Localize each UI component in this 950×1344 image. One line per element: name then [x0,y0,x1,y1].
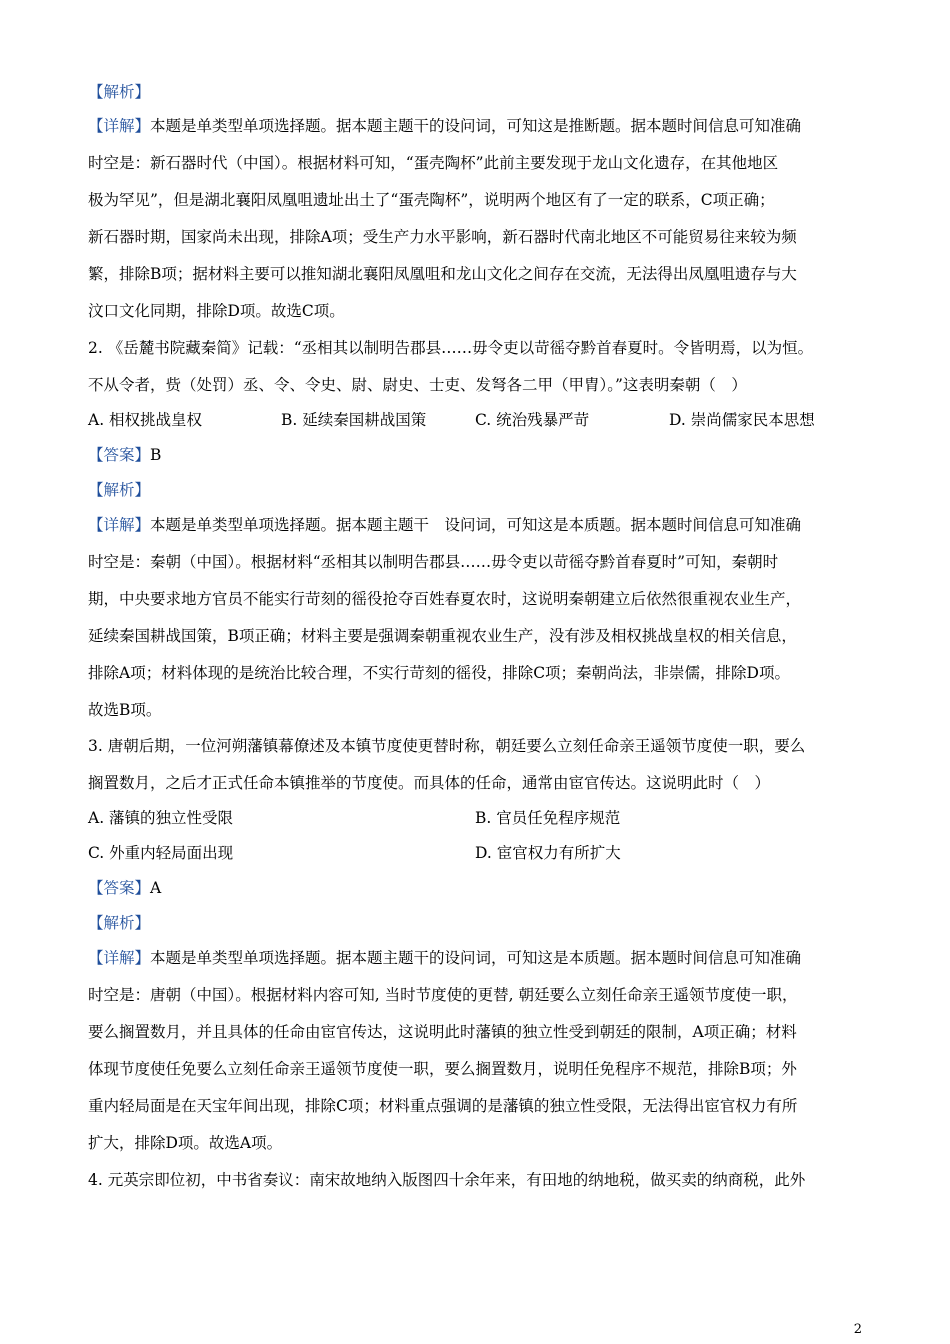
q3-option-b: B. 官员任免程序规范 [475,809,621,827]
q2-option-a: A. 相权挑战皇权 [88,411,203,429]
q2-detail-tag: 【详解】 [88,516,151,534]
q3-detail-line: 体现节度使任免要么立刻任命亲王遥领节度使一职，要么搁置数月，说明任免程序不规范，排除B项；外 [88,1060,797,1078]
q2-detail-line: 排除A项；材料体现的是统治比较合理，不实行苛刻的徭役，排除C项；秦朝尚法，非崇儒，排除D项。 [88,664,790,682]
q3-option-c: C. 外重内轻局面出现 [88,844,234,862]
q4-stem-line: 4. 元英宗即位初，中书省奏议：南宋故地纳入版图四十余年来，有田地的纳地税，做买卖的纳商税，此外 [88,1171,806,1189]
page-number: 2 [853,1322,862,1337]
q1-analysis-tag: 【解析】 [88,83,151,101]
q1-detail-line: 繁，排除B项；据材料主要可以推知湖北襄阳凤凰咀和龙山文化之间存在交流，无法得出凤凰咀遗存与大 [88,265,797,283]
q1-detail-line: 时空是：新石器时代（中国）。根据材料可知，“蛋壳陶杯”此前主要发现于龙山文化遗存，在其他地区 [88,154,779,172]
q3-answer-tag: 【答案】 [88,879,151,897]
q3-detail-line: 要么搁置数月，并且具体的任命由宦官传达，这说明此时藩镇的独立性受到朝廷的限制，A项正确；材料 [88,1023,797,1041]
q2-stem-line: 不从令者，赀（处罚）丞、令、令史、尉、尉史、士吏、发弩各二甲（甲胄）。”这表明秦朝（ ） [88,376,747,394]
q2-detail-line: 【详解】本题是单类型单项选择题。据本题主题干 设问词，可知这是本质题。据本题时间信息可知准确 [88,516,802,534]
q2-stem-line: 2. 《岳麓书院藏秦简》记载：“丞相其以制明告郡县……毋令吏以苛徭夺黔首春夏时。令皆明焉，以为恒。 [88,339,814,357]
q2-detail-line: 故选B项。 [88,701,162,719]
q2-detail-line: 延续秦国耕战国策，B项正确；材料主要是强调秦朝重视农业生产，没有涉及相权挑战皇权的相关信息， [88,627,797,645]
q2-option-b: B. 延续秦国耕战国策 [281,411,427,429]
q2-answer-line [88,444,161,466]
q2-answer: B [150,446,162,464]
q3-detail-line: 【详解】本题是单类型单项选择题。据本题主题干的设问词，可知这是本质题。据本题时间信息可知准确 [88,949,802,967]
q3-detail-line: 时空是：唐朝（中国）。根据材料内容可知, 当时节度使的更替, 朝廷要么立刻任命亲王遥领节度使一职， [88,986,798,1004]
q2-option-d: D. 崇尚儒家民本思想 [669,411,815,429]
q3-option-d: D. 宦官权力有所扩大 [475,844,621,862]
q2-detail-line: 时空是：秦朝（中国）。根据材料“丞相其以制明告郡县……毋令吏以苛徭夺黔首春夏时”可知，秦朝时 [88,553,779,571]
q3-answer-line [88,877,161,899]
q1-detail-line: 极为罕见”，但是湖北襄阳凤凰咀遗址出土了“蛋壳陶杯”，说明两个地区有了一定的联系，C项正确； [88,191,775,209]
q1-detail-line: 新石器时期，国家尚未出现，排除A项；受生产力水平影响，新石器时代南北地区不可能贸易往来较为频 [88,228,797,246]
q3-detail-line: 重内轻局面是在天宝年间出现，排除C项；材料重点强调的是藩镇的独立性受限，无法得出宦官权力有所 [88,1097,798,1115]
q3-detail-line: 扩大，排除D项。故选A项。 [88,1134,283,1152]
q3-option-a: A. 藩镇的独立性受限 [88,809,234,827]
q3-stem-line: 搁置数月，之后才正式任命本镇推举的节度使。而具体的任命，通常由宦官传达。这说明此时（ ） [88,774,771,792]
q2-option-c: C. 统治残暴严苛 [475,411,590,429]
q1-detail-line: 【详解】本题是单类型单项选择题。据本题主题干的设问词，可知这是推断题。据本题时间信息可知准确 [88,117,802,135]
q2-answer-tag: 【答案】 [88,446,151,464]
q2-detail-line: 期，中央要求地方官员不能实行苛刻的徭役抢夺百姓春夏农时，这说明秦朝建立后依然很重视农业生产， [88,590,802,608]
q1-detail-tag: 【详解】 [88,117,151,135]
q3-analysis-tag: 【解析】 [88,914,151,932]
q3-stem-line: 3. 唐朝后期，一位河朔藩镇幕僚述及本镇节度使更替时称，朝廷要么立刻任命亲王遥领节度使一职，要么 [88,737,806,755]
q3-answer: A [150,879,162,897]
q3-detail-tag: 【详解】 [88,949,151,967]
q2-analysis-tag: 【解析】 [88,481,151,499]
q1-detail-line: 汶口文化同期，排除D项。故选C项。 [88,302,345,320]
